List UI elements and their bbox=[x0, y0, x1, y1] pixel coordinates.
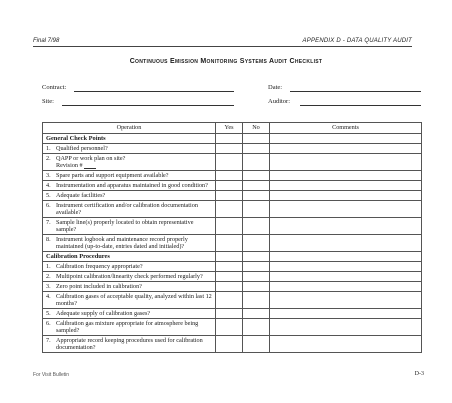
revision-blank[interactable] bbox=[84, 162, 96, 169]
comments-cell[interactable] bbox=[270, 309, 422, 319]
no-cell[interactable] bbox=[243, 282, 270, 292]
comments-cell[interactable] bbox=[270, 144, 422, 154]
contract-label: Contract: bbox=[42, 84, 67, 91]
yes-cell[interactable] bbox=[216, 181, 243, 191]
column-header-no: No bbox=[243, 123, 270, 134]
item-text: Multipoint calibration/linearity check performed regularly? bbox=[56, 273, 203, 280]
no-cell[interactable] bbox=[243, 191, 270, 201]
yes-cell[interactable] bbox=[216, 218, 243, 235]
comments-cell[interactable] bbox=[270, 191, 422, 201]
item-text: Sample line(s) properly located to obtain representative sample? bbox=[56, 219, 194, 233]
comments-cell[interactable] bbox=[270, 218, 422, 235]
comments-cell[interactable] bbox=[270, 262, 422, 272]
item-number: 4. bbox=[46, 182, 51, 189]
column-header-yes: Yes bbox=[216, 123, 243, 134]
column-header-comments: Comments bbox=[270, 123, 422, 134]
contract-field[interactable] bbox=[74, 91, 234, 92]
item-text-revision: Revision # bbox=[56, 162, 83, 169]
item-number: 2. bbox=[46, 155, 51, 162]
date-field[interactable] bbox=[290, 91, 421, 92]
comments-cell[interactable] bbox=[270, 201, 422, 218]
page-number: D-3 bbox=[414, 371, 424, 377]
no-cell[interactable] bbox=[243, 262, 270, 272]
table-row bbox=[43, 262, 422, 272]
table-row bbox=[43, 282, 422, 292]
section-row bbox=[43, 252, 422, 262]
no-cell[interactable] bbox=[243, 292, 270, 309]
item-number: 3. bbox=[46, 172, 51, 179]
appendix-title: APPENDIX D - DATA QUALITY AUDIT bbox=[302, 38, 412, 44]
item-number: 8. bbox=[46, 236, 51, 243]
table-row bbox=[43, 272, 422, 282]
comments-cell[interactable] bbox=[270, 154, 422, 171]
item-number: 1. bbox=[46, 145, 51, 152]
item-number: 1. bbox=[46, 263, 51, 270]
item-text: Calibration frequency appropriate? bbox=[56, 263, 143, 270]
comments-cell[interactable] bbox=[270, 282, 422, 292]
auditor-label: Auditor: bbox=[268, 98, 291, 105]
section-row bbox=[43, 134, 422, 144]
comments-cell[interactable] bbox=[270, 336, 422, 353]
table-row bbox=[43, 144, 422, 154]
table-row bbox=[43, 154, 422, 171]
footer-note: For Visit Bulletin bbox=[33, 372, 70, 378]
auditor-field[interactable] bbox=[300, 105, 421, 106]
yes-cell[interactable] bbox=[216, 154, 243, 171]
table-row bbox=[43, 319, 422, 336]
yes-cell[interactable] bbox=[216, 309, 243, 319]
no-cell[interactable] bbox=[243, 319, 270, 336]
no-cell[interactable] bbox=[243, 272, 270, 282]
item-text: Instrument certification and/or calibration documentation available? bbox=[56, 202, 198, 216]
yes-cell[interactable] bbox=[216, 262, 243, 272]
item-number: 5. bbox=[46, 310, 51, 317]
item-text: Calibration gases of acceptable quality, analyzed within last 12 months? bbox=[56, 293, 212, 307]
item-number: 7. bbox=[46, 337, 51, 344]
table-row bbox=[43, 218, 422, 235]
item-text: Instrumentation and apparatus maintained in good condition? bbox=[56, 182, 208, 189]
no-cell[interactable] bbox=[243, 235, 270, 252]
item-number: 7. bbox=[46, 219, 51, 226]
no-cell[interactable] bbox=[243, 309, 270, 319]
date-label: Date: bbox=[268, 84, 283, 91]
item-text: Calibration gas mixture appropriate for atmosphere being sampled? bbox=[56, 320, 199, 334]
yes-cell[interactable] bbox=[216, 235, 243, 252]
yes-cell[interactable] bbox=[216, 319, 243, 336]
yes-cell[interactable] bbox=[216, 171, 243, 181]
item-text: QAPP or work plan on site? bbox=[56, 155, 126, 162]
item-number: 2. bbox=[46, 273, 51, 280]
no-cell[interactable] bbox=[243, 171, 270, 181]
item-text: Qualified personnel? bbox=[56, 145, 108, 152]
column-header-operation: Operation bbox=[43, 123, 216, 134]
item-text: Zero point included in calibration? bbox=[56, 283, 142, 290]
table-row bbox=[43, 309, 422, 319]
item-text: Appropriate record keeping procedures used for calibration documentation? bbox=[56, 337, 203, 351]
comments-cell[interactable] bbox=[270, 181, 422, 191]
item-number: 3. bbox=[46, 283, 51, 290]
yes-cell[interactable] bbox=[216, 201, 243, 218]
document-title: Continuous Emission Monitoring Systems Audit Checklist bbox=[129, 58, 323, 65]
item-text: Adequate supply of calibration gases? bbox=[56, 310, 151, 317]
table-row bbox=[43, 336, 422, 353]
yes-cell[interactable] bbox=[216, 292, 243, 309]
no-cell[interactable] bbox=[243, 181, 270, 191]
table-row bbox=[43, 201, 422, 218]
comments-cell[interactable] bbox=[270, 272, 422, 282]
audit-checklist-table bbox=[42, 122, 422, 353]
table-row bbox=[43, 235, 422, 252]
table-header-row bbox=[43, 123, 422, 134]
no-cell[interactable] bbox=[243, 218, 270, 235]
item-number: 6. bbox=[46, 320, 51, 327]
no-cell[interactable] bbox=[243, 336, 270, 353]
table-row bbox=[43, 171, 422, 181]
table-row bbox=[43, 181, 422, 191]
yes-cell[interactable] bbox=[216, 144, 243, 154]
header-divider bbox=[33, 46, 412, 47]
comments-cell[interactable] bbox=[270, 319, 422, 336]
section-title-general: General Check Points bbox=[43, 134, 216, 144]
table-row bbox=[43, 292, 422, 309]
comments-cell[interactable] bbox=[270, 235, 422, 252]
revision-date: Final 7/98 bbox=[33, 38, 60, 44]
no-cell[interactable] bbox=[243, 154, 270, 171]
yes-cell[interactable] bbox=[216, 282, 243, 292]
no-cell[interactable] bbox=[243, 201, 270, 218]
item-text: Instrument logbook and maintenance record properly maintained (up-to-date, entries dated and initialed)? bbox=[56, 236, 188, 250]
yes-cell[interactable] bbox=[216, 272, 243, 282]
item-number: 4. bbox=[46, 293, 51, 300]
yes-cell[interactable] bbox=[216, 191, 243, 201]
comments-cell[interactable] bbox=[270, 292, 422, 309]
section-title-calibration: Calibration Procedures bbox=[43, 252, 216, 262]
comments-cell[interactable] bbox=[270, 171, 422, 181]
no-cell[interactable] bbox=[243, 144, 270, 154]
site-label: Site: bbox=[42, 98, 54, 105]
table-row bbox=[43, 191, 422, 201]
item-number: 5. bbox=[46, 192, 51, 199]
yes-cell[interactable] bbox=[216, 336, 243, 353]
item-number: 6. bbox=[46, 202, 51, 209]
item-text: Adequate facilities? bbox=[56, 192, 106, 199]
site-field[interactable] bbox=[62, 105, 234, 106]
item-text: Spare parts and support equipment available? bbox=[56, 172, 169, 179]
